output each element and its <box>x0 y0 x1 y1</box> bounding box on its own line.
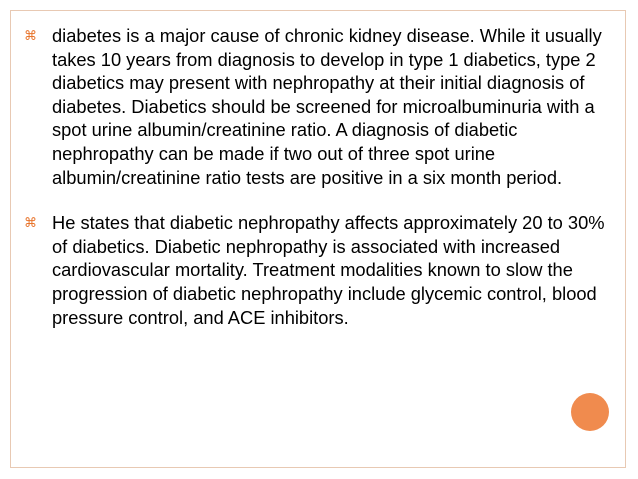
bullet-item-1 <box>24 24 614 189</box>
box-x-bullet-icon: ⌘ <box>24 215 37 231</box>
slide-content <box>24 24 614 329</box>
box-x-bullet-icon: ⌘ <box>24 28 37 43</box>
bullet-text-2: He states that diabetic nephropathy affects approximately 20 to 30% of diabetics. Diabetic nephropathy is associated with increased cardiovascular mortality. Treatment modalities known to slow the progression of diabetic nephropathy include glycemic control, blood pressure control, and ACE inhibitors. <box>52 212 605 328</box>
bullet-text-1: diabetes is a major cause of chronic kidney disease. While it usually takes 10 years from diagnosis to develop in type 1 diabetics, type 2 diabetics may present with nephropathy at their initial diagnosis of diabetes. Diabetics should be screened for microalbuminuria with a spot urine albumin/creatinine ratio. A diagnosis of diabetic nephropathy can be made if two out of three spot urine albumin/creatinine ratio tests are positive in a six month period. <box>52 25 602 188</box>
decorative-circle-icon <box>571 393 609 431</box>
bullet-item-2 <box>24 211 614 329</box>
